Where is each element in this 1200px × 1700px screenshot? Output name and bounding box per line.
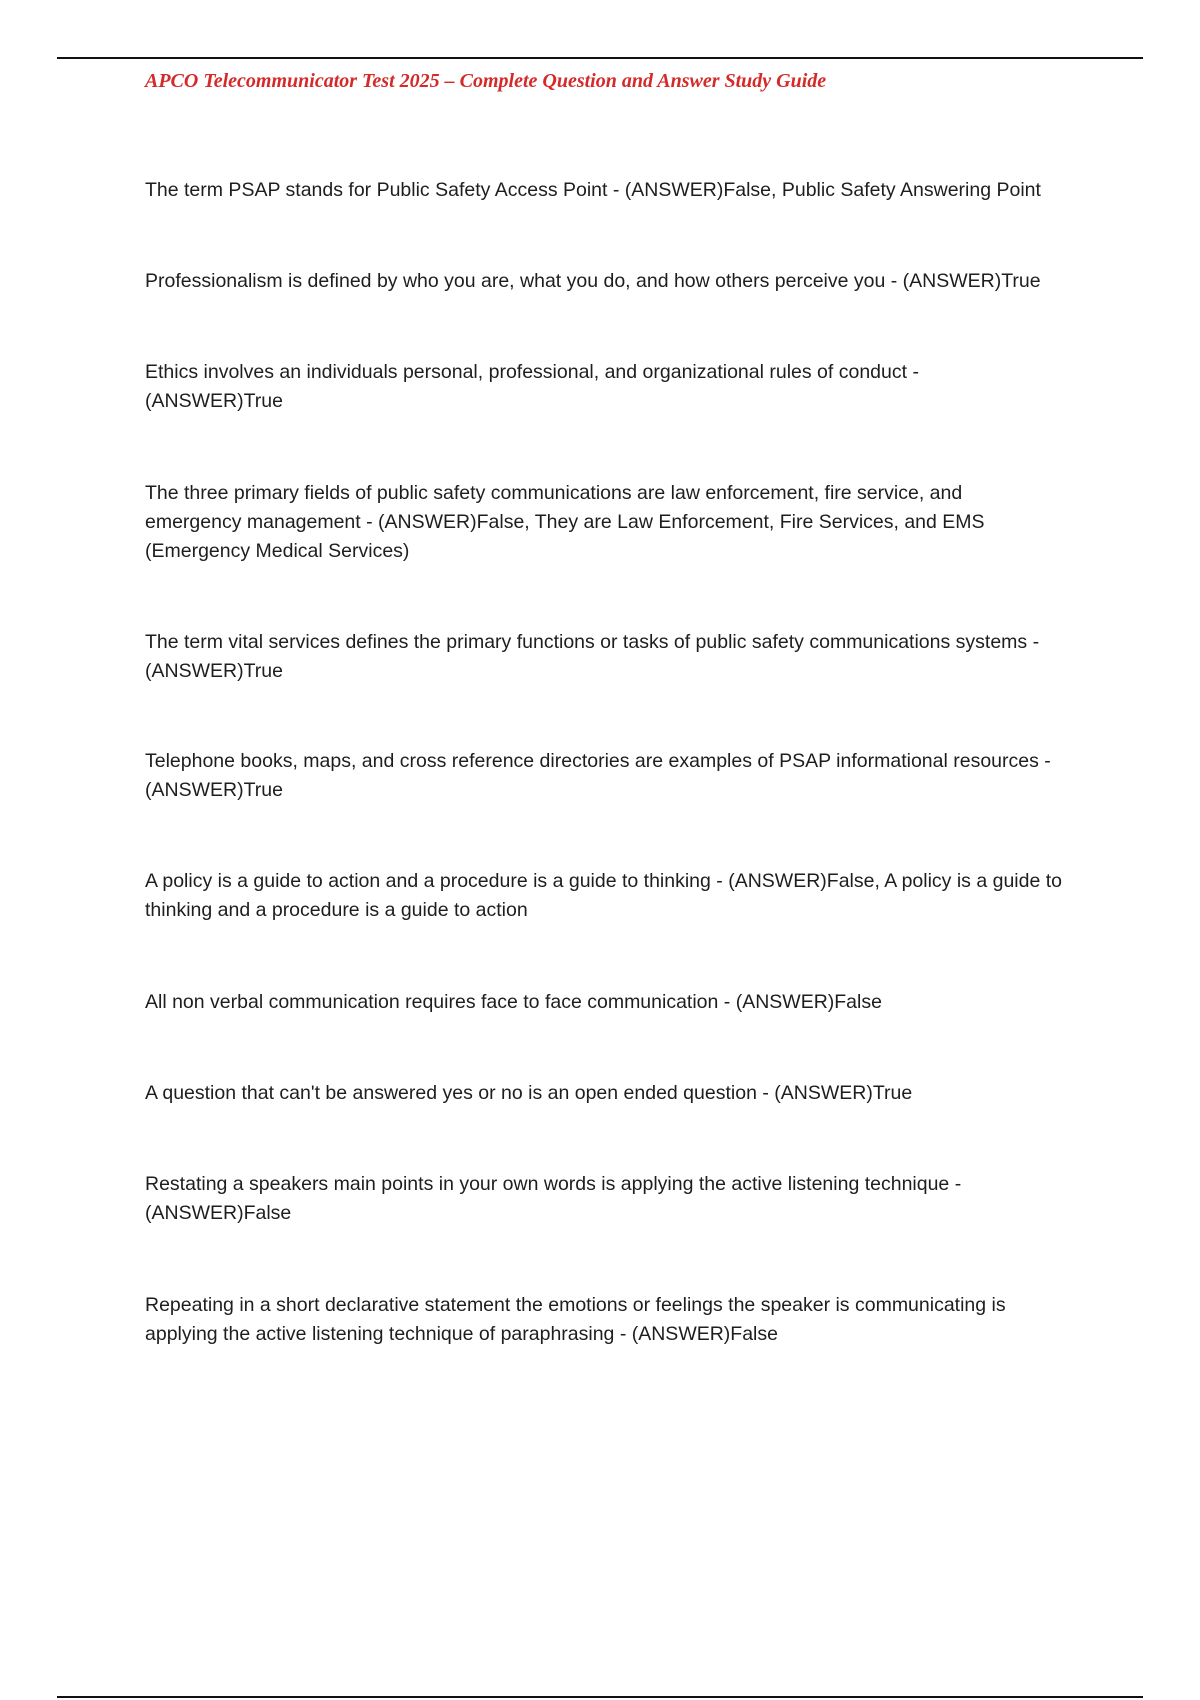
- bottom-divider: [57, 1696, 1143, 1698]
- qa-item-3: Ethics involves an individuals personal, professional, and organizational rules of conduct - (ANSWER)True: [145, 361, 919, 412]
- qa-item-2: Professionalism is defined by who you are, what you do, and how others perceive you - (ANSWER)True: [145, 270, 1041, 292]
- qa-item-4: The three primary fields of public safety communications are law enforcement, fire service, and emergency management - (ANSWER)False, They are Law Enforcement, Fire Services, and EMS (Emergency Medical Services): [145, 482, 985, 562]
- page-title: APCO Telecommunicator Test 2025 – Complete Question and Answer Study Guide: [145, 70, 827, 92]
- qa-item-5: The term vital services defines the primary functions or tasks of public safety communications systems - (ANSWER)True: [145, 631, 1040, 682]
- qa-item-8: All non verbal communication requires face to face communication - (ANSWER)False: [145, 991, 882, 1013]
- qa-item-10: Restating a speakers main points in your own words is applying the active listening technique - (ANSWER)False: [145, 1173, 962, 1224]
- qa-item-6: Telephone books, maps, and cross reference directories are examples of PSAP informational resources - (ANSWER)True: [145, 750, 1051, 801]
- qa-item-11: Repeating in a short declarative statement the emotions or feelings the speaker is communicating is applying the active listening technique of paraphrasing - (ANSWER)False: [145, 1294, 1006, 1345]
- qa-item-7: A policy is a guide to action and a procedure is a guide to thinking - (ANSWER)False, A policy is a guide to thinking and a procedure is a guide to action: [145, 870, 1062, 921]
- qa-item-9: A question that can't be answered yes or no is an open ended question - (ANSWER)True: [145, 1082, 913, 1104]
- qa-item-1: The term PSAP stands for Public Safety Access Point - (ANSWER)False, Public Safety Answering Point: [145, 179, 1041, 201]
- top-divider: [57, 57, 1143, 59]
